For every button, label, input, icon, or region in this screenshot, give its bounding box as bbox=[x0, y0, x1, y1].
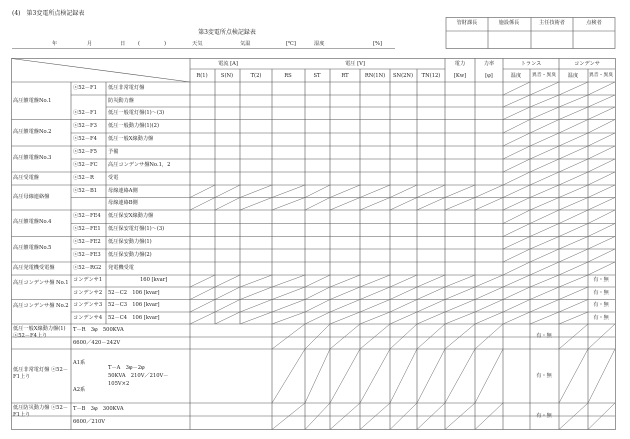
transformer-voltage: 6600／420－242V bbox=[73, 340, 121, 346]
na-slash bbox=[530, 275, 559, 287]
col-header: RT bbox=[341, 73, 349, 79]
na-slash bbox=[330, 312, 360, 324]
na-slash bbox=[240, 312, 272, 324]
na-slash bbox=[390, 312, 417, 324]
yes-no-option[interactable]: 有・無 bbox=[536, 373, 552, 379]
na-slash bbox=[530, 224, 559, 237]
na-slash bbox=[559, 287, 588, 300]
na-slash bbox=[588, 95, 615, 107]
panel-name: 低圧防災動力盤 ⓢ52－F1上り bbox=[13, 405, 68, 418]
na-slash bbox=[417, 324, 445, 349]
power-group-header: 電力 bbox=[454, 61, 466, 67]
transformer-output: 105V×2 bbox=[108, 381, 130, 387]
col-header: S(N) bbox=[220, 73, 234, 79]
load-name: 低圧一般動力盤(1)(2) bbox=[108, 123, 160, 129]
capacitor-id: コンデンサ1 bbox=[73, 277, 103, 283]
na-slash bbox=[330, 275, 360, 287]
yes-no-option[interactable]: 有・無 bbox=[593, 290, 609, 296]
na-slash bbox=[588, 146, 615, 159]
approval-stamp-cell[interactable] bbox=[531, 31, 573, 48]
na-slash bbox=[559, 172, 588, 185]
na-slash bbox=[530, 133, 559, 146]
na-slash bbox=[390, 300, 417, 313]
na-slash bbox=[503, 133, 530, 146]
na-slash bbox=[390, 198, 417, 211]
na-slash bbox=[190, 287, 215, 300]
na-slash bbox=[559, 275, 588, 287]
na-slash bbox=[445, 185, 475, 198]
load-name: 予備 bbox=[108, 149, 119, 155]
capacitor-rating: 52－C3 106 [kvar] bbox=[108, 302, 160, 308]
na-slash bbox=[445, 300, 475, 313]
panel-name: 高圧饋電盤No.4 bbox=[13, 219, 52, 225]
na-slash bbox=[503, 172, 530, 185]
col-header: R(1) bbox=[196, 73, 208, 79]
transformer-spec: T－R 3φ 500KVA bbox=[73, 327, 124, 333]
current-group-header: 電流 [A] bbox=[218, 61, 238, 67]
na-slash bbox=[305, 287, 330, 300]
na-slash bbox=[390, 324, 417, 349]
na-slash bbox=[588, 262, 615, 275]
na-slash bbox=[390, 275, 417, 287]
na-slash bbox=[475, 275, 503, 287]
yes-no-option[interactable]: 有・無 bbox=[536, 333, 552, 339]
approval-stamp-cell[interactable] bbox=[446, 31, 488, 48]
breaker-id: ⓢ52－F1 bbox=[73, 110, 97, 116]
approval-stamp-cell[interactable] bbox=[573, 31, 615, 48]
na-slash bbox=[417, 287, 445, 300]
breaker-id: ⓢ52－B1 bbox=[73, 188, 98, 194]
na-slash bbox=[559, 95, 588, 107]
na-slash bbox=[305, 349, 330, 403]
na-slash bbox=[215, 185, 240, 198]
transformer-capacity: 50KVA 210V／210V－ bbox=[108, 373, 169, 379]
na-slash bbox=[559, 237, 588, 250]
na-slash bbox=[305, 324, 330, 349]
na-slash bbox=[360, 300, 390, 313]
na-slash bbox=[530, 107, 559, 120]
date-weekday-open: ( bbox=[138, 41, 141, 47]
na-slash bbox=[559, 224, 588, 237]
na-slash bbox=[360, 312, 390, 324]
na-slash bbox=[503, 275, 530, 287]
date-weekday-close: ) bbox=[164, 41, 167, 47]
na-slash bbox=[559, 185, 588, 198]
capacitor-id: コンデンサ2 bbox=[73, 290, 103, 296]
na-slash bbox=[272, 312, 305, 324]
na-slash bbox=[559, 349, 588, 403]
na-slash bbox=[215, 300, 240, 313]
load-name: 発電機受電 bbox=[108, 265, 134, 271]
na-slash bbox=[503, 107, 530, 120]
na-slash bbox=[475, 312, 503, 324]
col-header: SN(2N) bbox=[393, 73, 413, 79]
panel-name: 高圧発電機受電盤 bbox=[13, 265, 55, 271]
na-slash bbox=[272, 185, 305, 198]
na-slash bbox=[272, 349, 305, 403]
approval-label: 主任技術者 bbox=[539, 20, 565, 26]
na-slash bbox=[390, 349, 417, 403]
na-slash bbox=[559, 82, 588, 95]
panel-name: 低圧非常電灯盤 ⓢ52－F1上り bbox=[13, 367, 68, 380]
yes-no-option[interactable]: 有・無 bbox=[593, 302, 609, 308]
na-slash bbox=[559, 262, 588, 275]
col-header: RS bbox=[284, 73, 292, 79]
na-slash bbox=[475, 287, 503, 300]
na-slash bbox=[475, 349, 503, 403]
yes-no-option[interactable]: 有・無 bbox=[593, 277, 609, 283]
trans-group-header: トランス bbox=[520, 61, 542, 67]
col-header: [φ] bbox=[485, 73, 493, 79]
na-slash bbox=[445, 275, 475, 287]
na-slash bbox=[503, 224, 530, 237]
na-slash bbox=[272, 275, 305, 287]
load-name: 低圧一般X線動力盤 bbox=[108, 136, 154, 142]
load-name: 母線連絡A側 bbox=[108, 188, 138, 194]
weather-label: 天気 bbox=[192, 41, 203, 47]
panel-name: 高圧母線連絡盤 bbox=[13, 194, 50, 200]
na-slash bbox=[272, 287, 305, 300]
na-slash bbox=[588, 120, 615, 134]
na-slash bbox=[272, 198, 305, 211]
pf-group-header: 力率 bbox=[483, 61, 495, 67]
humidity-unit: [%] bbox=[373, 41, 382, 47]
breaker-id: ⓢ52－FE3 bbox=[73, 252, 101, 258]
na-slash bbox=[445, 324, 475, 349]
na-slash bbox=[445, 198, 475, 211]
na-slash bbox=[503, 159, 530, 172]
load-name: 高圧コンデンサ盤No.1，2 bbox=[108, 162, 171, 168]
na-slash bbox=[588, 107, 615, 120]
na-slash bbox=[588, 82, 615, 95]
voltage-group-header: 電圧 [V] bbox=[345, 61, 365, 67]
load-name: 低圧保安X線動力盤 bbox=[108, 213, 154, 219]
na-slash bbox=[503, 262, 530, 275]
transformer-spec: T－A 3φ－2φ bbox=[108, 365, 145, 371]
na-slash bbox=[503, 312, 530, 324]
na-slash bbox=[588, 237, 615, 250]
na-slash bbox=[559, 312, 588, 324]
col-header: [Kw] bbox=[453, 73, 467, 79]
yes-no-option[interactable]: 有・無 bbox=[593, 315, 609, 321]
na-slash bbox=[559, 198, 588, 211]
na-slash bbox=[503, 300, 530, 313]
na-slash bbox=[445, 287, 475, 300]
na-slash bbox=[240, 287, 272, 300]
na-slash bbox=[305, 185, 330, 198]
na-slash bbox=[190, 198, 215, 211]
date-year: 年 bbox=[52, 41, 58, 47]
na-slash bbox=[240, 185, 272, 198]
na-slash bbox=[330, 349, 360, 403]
na-slash bbox=[330, 185, 360, 198]
na-slash bbox=[530, 95, 559, 107]
humidity-label: 湿度 bbox=[314, 41, 325, 47]
na-slash bbox=[503, 146, 530, 159]
na-slash bbox=[530, 237, 559, 250]
col-header: T(2) bbox=[250, 73, 262, 79]
yes-no-option[interactable]: 有・無 bbox=[536, 413, 552, 419]
na-slash bbox=[588, 185, 615, 198]
na-slash bbox=[559, 300, 588, 313]
breaker-id: ⓢ52－FE2 bbox=[73, 239, 101, 245]
na-slash bbox=[530, 287, 559, 300]
system-label: A1系 bbox=[73, 360, 86, 366]
capacitor-rating: 52－C4 106 [kvar] bbox=[108, 315, 160, 321]
panel-name: 高圧饋電盤No.1 bbox=[13, 98, 52, 104]
na-slash bbox=[330, 324, 360, 349]
na-slash bbox=[330, 287, 360, 300]
na-slash bbox=[530, 312, 559, 324]
na-slash bbox=[240, 300, 272, 313]
na-slash bbox=[417, 185, 445, 198]
na-slash bbox=[588, 224, 615, 237]
breaker-id: ⓢ52－F4 bbox=[73, 136, 97, 142]
form-title: 第3変電所点検記録表 bbox=[198, 29, 256, 36]
breaker-id: ⓢ52－FE1 bbox=[73, 226, 101, 232]
na-slash bbox=[503, 95, 530, 107]
na-slash bbox=[588, 324, 615, 349]
na-slash bbox=[330, 300, 360, 313]
na-slash bbox=[530, 249, 559, 262]
capacitor-rating: 52－C2 106 [kvar] bbox=[108, 290, 160, 296]
na-slash bbox=[390, 287, 417, 300]
na-slash bbox=[360, 349, 390, 403]
col-header: ST bbox=[313, 73, 321, 79]
na-slash bbox=[417, 349, 445, 403]
breaker-id: ⓢ52－FE4 bbox=[73, 213, 101, 219]
na-slash bbox=[559, 133, 588, 146]
na-slash bbox=[559, 146, 588, 159]
col-header: RN(1N) bbox=[364, 73, 386, 79]
approval-label: 施設係長 bbox=[498, 20, 520, 26]
na-slash bbox=[475, 185, 503, 198]
col-header: 温度 bbox=[567, 73, 579, 79]
col-header: TN(12) bbox=[421, 73, 441, 79]
na-slash bbox=[215, 287, 240, 300]
na-slash bbox=[530, 82, 559, 95]
na-slash bbox=[530, 262, 559, 275]
na-slash bbox=[240, 275, 272, 287]
na-slash bbox=[559, 120, 588, 134]
na-slash bbox=[445, 312, 475, 324]
na-slash bbox=[559, 249, 588, 262]
na-slash bbox=[588, 198, 615, 211]
na-slash bbox=[305, 312, 330, 324]
na-slash bbox=[530, 300, 559, 313]
na-slash bbox=[190, 185, 215, 198]
na-slash bbox=[417, 275, 445, 287]
na-slash bbox=[503, 185, 530, 198]
col-header: 温度 bbox=[510, 73, 522, 79]
na-slash bbox=[475, 324, 503, 349]
na-slash bbox=[559, 159, 588, 172]
na-slash bbox=[530, 185, 559, 198]
capacitor-id: コンデンサ4 bbox=[73, 315, 103, 321]
load-name: 低圧保安動力盤(1) bbox=[108, 239, 152, 245]
na-slash bbox=[503, 287, 530, 300]
col-header: 異音・異臭 bbox=[532, 73, 556, 78]
na-slash bbox=[215, 275, 240, 287]
transformer-spec: T－B 3φ 300KVA bbox=[73, 406, 124, 412]
panel-name: 高圧コンデンサ盤 No.2 bbox=[13, 303, 69, 309]
na-slash bbox=[530, 159, 559, 172]
na-slash bbox=[190, 300, 215, 313]
na-slash bbox=[530, 198, 559, 211]
na-slash bbox=[503, 82, 530, 95]
system-label: A2系 bbox=[73, 387, 86, 393]
na-slash bbox=[503, 198, 530, 211]
approval-stamp-cell[interactable] bbox=[488, 31, 531, 48]
approval-label: 管財課長 bbox=[456, 20, 478, 26]
na-slash bbox=[588, 349, 615, 403]
panel-name: 高圧受電盤 bbox=[13, 175, 39, 181]
date-month: 月 bbox=[87, 41, 93, 47]
na-slash bbox=[417, 198, 445, 211]
panel-name: 高圧饋電盤No.5 bbox=[13, 245, 52, 251]
temperature-label: 気温 bbox=[240, 41, 251, 47]
na-slash bbox=[417, 300, 445, 313]
breaker-id: ⓢ52－R bbox=[73, 175, 94, 181]
capacitor-id: コンデンサ3 bbox=[73, 302, 103, 308]
na-slash bbox=[530, 120, 559, 134]
panel-name: 高圧饋電盤No.3 bbox=[13, 155, 52, 161]
na-slash bbox=[588, 172, 615, 185]
section-heading: (4) 第3変電所点検記録表 bbox=[12, 10, 85, 17]
na-slash bbox=[272, 324, 305, 349]
panel-name: 高圧コンデンサ盤 No.1 bbox=[13, 280, 69, 286]
load-name: 防災動力盤 bbox=[108, 98, 134, 104]
na-slash bbox=[360, 185, 390, 198]
breaker-id: ⓢ52－FC bbox=[73, 162, 98, 168]
date-day: 日 bbox=[120, 41, 126, 47]
transformer-voltage: 6600／210V bbox=[73, 419, 106, 425]
na-slash bbox=[417, 312, 445, 324]
cond-group-header: コンデンサ bbox=[574, 61, 600, 67]
load-name: 低圧保安電灯盤(1)～(3) bbox=[108, 226, 165, 232]
na-slash bbox=[530, 210, 559, 224]
load-name: 母線連絡B側 bbox=[108, 200, 138, 206]
na-slash bbox=[588, 133, 615, 146]
na-slash bbox=[305, 275, 330, 287]
col-header: 異音・異臭 bbox=[589, 73, 613, 78]
na-slash bbox=[530, 146, 559, 159]
na-slash bbox=[360, 275, 390, 287]
na-slash bbox=[190, 312, 215, 324]
breaker-id: ⓢ52－RG2 bbox=[73, 265, 102, 271]
na-slash bbox=[559, 324, 588, 349]
load-name: 低圧非常電灯盤 bbox=[108, 85, 145, 91]
na-slash bbox=[240, 198, 272, 211]
na-slash bbox=[390, 185, 417, 198]
breaker-id: ⓢ52－F1 bbox=[73, 85, 97, 91]
approval-label: 点検者 bbox=[586, 20, 602, 26]
load-name: 低圧一般電灯盤(1)～(3) bbox=[108, 110, 165, 116]
na-slash bbox=[215, 198, 240, 211]
load-name: 低圧保安動力盤(2) bbox=[108, 252, 152, 258]
na-slash bbox=[215, 312, 240, 324]
na-slash bbox=[305, 198, 330, 211]
na-slash bbox=[530, 172, 559, 185]
na-slash bbox=[503, 249, 530, 262]
na-slash bbox=[588, 159, 615, 172]
na-slash bbox=[588, 210, 615, 224]
na-slash bbox=[588, 249, 615, 262]
temperature-unit: [℃] bbox=[286, 41, 296, 47]
na-slash bbox=[445, 349, 475, 403]
breaker-id: ⓢ52－F5 bbox=[73, 149, 97, 155]
load-name: 受電 bbox=[108, 175, 119, 181]
na-slash bbox=[360, 324, 390, 349]
inspection-table bbox=[12, 59, 616, 430]
na-slash bbox=[503, 210, 530, 224]
breaker-id: ⓢ52－F3 bbox=[73, 123, 97, 129]
capacitor-rating: 160 [kvar] bbox=[140, 277, 168, 283]
na-slash bbox=[330, 198, 360, 211]
na-slash bbox=[360, 198, 390, 211]
na-slash bbox=[475, 300, 503, 313]
na-slash bbox=[503, 120, 530, 134]
na-slash bbox=[475, 198, 503, 211]
na-slash bbox=[272, 300, 305, 313]
na-slash bbox=[190, 275, 215, 287]
na-slash bbox=[559, 107, 588, 120]
panel-name: 高圧饋電盤No.2 bbox=[13, 129, 52, 135]
na-slash bbox=[559, 210, 588, 224]
na-slash bbox=[305, 300, 330, 313]
na-slash bbox=[503, 237, 530, 250]
panel-name: 低圧一般X線動力盤(1) ⓢ52－F4上り bbox=[13, 326, 66, 339]
na-slash bbox=[360, 287, 390, 300]
